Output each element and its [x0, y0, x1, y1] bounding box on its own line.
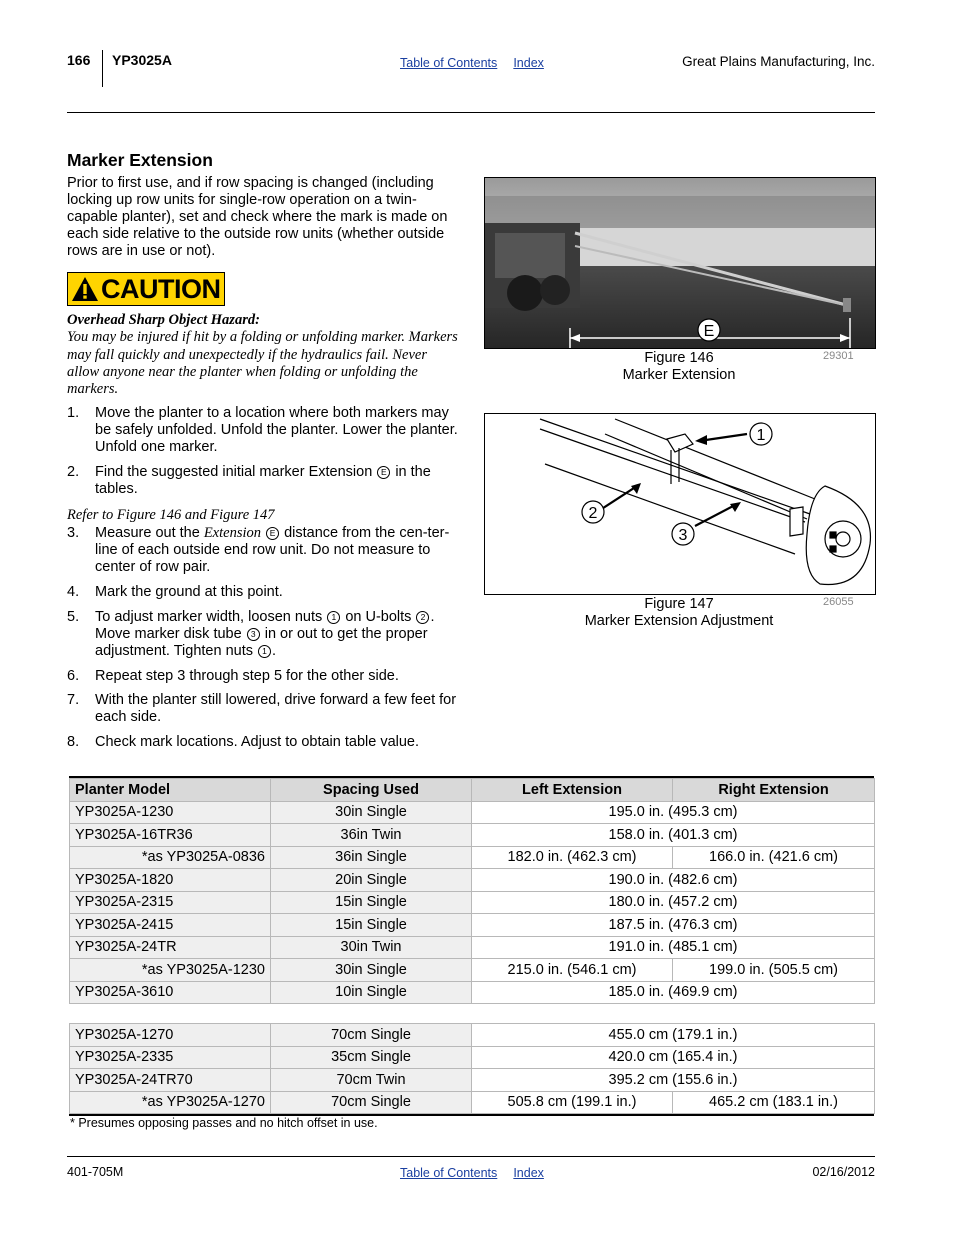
cell-spacing: 15in Single	[271, 891, 472, 914]
col-header-left: Left Extension	[472, 779, 673, 802]
cell-extension: 395.2 cm (155.6 in.)	[472, 1069, 875, 1092]
footer-toc-link[interactable]: Table of Contents	[400, 1166, 498, 1180]
table-row	[70, 981, 875, 1004]
col-header-spacing: Spacing Used	[271, 779, 472, 802]
cell-spacing: 30in Single	[271, 959, 472, 982]
footer-index-link[interactable]: Index	[513, 1166, 544, 1180]
cell-left-extension: 182.0 in. (462.3 cm)	[472, 846, 673, 869]
cell-extension: 185.0 in. (469.9 cm)	[472, 981, 875, 1004]
cell-model: YP3025A-1270	[70, 1024, 271, 1047]
caution-word: CAUTION	[101, 273, 221, 304]
callout-e: E	[703, 323, 715, 340]
table-row	[70, 801, 875, 824]
cell-spacing: 35cm Single	[271, 1046, 472, 1069]
callout-3-icon: 3	[247, 628, 260, 641]
footer-date: 02/16/2012	[812, 1165, 875, 1179]
header-index-link[interactable]: Index	[513, 56, 544, 70]
cell-spacing: 10in Single	[271, 981, 472, 1004]
figure-146-id: 29301	[823, 350, 854, 362]
cell-extension: 180.0 in. (457.2 cm)	[472, 891, 875, 914]
cell-spacing: 70cm Twin	[271, 1069, 472, 1092]
hazard-warning	[67, 312, 462, 398]
cell-extension: 158.0 in. (401.3 cm)	[472, 824, 875, 847]
callout-1: 1	[756, 427, 766, 444]
marker-adjustment-drawing	[485, 414, 875, 594]
refer-note: Refer to Figure 146 and Figure 147	[67, 507, 275, 523]
table-row	[70, 1024, 875, 1047]
cell-model: YP3025A-1230	[70, 801, 271, 824]
cell-extension: 191.0 in. (485.1 cm)	[472, 936, 875, 959]
cell-spacing: 36in Twin	[271, 824, 472, 847]
table-row	[70, 1046, 875, 1069]
page-number: 166	[67, 52, 91, 68]
steps-list-b	[67, 525, 462, 751]
cell-spacing: 70cm Single	[271, 1091, 472, 1114]
figure-146-photo	[484, 177, 876, 349]
header-company: Great Plains Manufacturing, Inc.	[682, 54, 875, 69]
cell-model: YP3025A-1820	[70, 869, 271, 892]
callout-3: 3	[678, 527, 688, 544]
cell-spacing: 15in Single	[271, 914, 472, 937]
hazard-title: Overhead Sharp Object Hazard:	[67, 312, 260, 328]
col-header-right: Right Extension	[673, 779, 875, 802]
cell-extension: 195.0 in. (495.3 cm)	[472, 801, 875, 824]
table-row	[70, 869, 875, 892]
callout-1-icon: 1	[258, 645, 271, 658]
table-footnote: * Presumes opposing passes and no hitch offset in use.	[70, 1116, 378, 1130]
list-item: 3. Measure out the Extension E distance from the cen-ter-line of each outside end row unit. Do not measure to center of row pair.	[67, 525, 450, 575]
cell-left-extension: 505.8 cm (199.1 in.)	[472, 1091, 673, 1114]
cell-spacing: 36in Single	[271, 846, 472, 869]
list-item: 8. Check mark locations. Adjust to obtain table value.	[67, 734, 420, 750]
callout-2-icon: 2	[416, 611, 429, 624]
list-item: 2. Find the suggested initial marker Extension E in the tables.	[67, 464, 431, 497]
section-title: Marker Extension	[67, 150, 213, 170]
callout-e-icon: E	[266, 527, 279, 540]
cell-model: YP3025A-2415	[70, 914, 271, 937]
callout-e-icon: E	[377, 466, 390, 479]
cell-extension: 190.0 in. (482.6 cm)	[472, 869, 875, 892]
table-row	[70, 1069, 875, 1092]
table-row	[70, 891, 875, 914]
cell-spacing: 20in Single	[271, 869, 472, 892]
marker-field-photo	[485, 178, 875, 348]
table-row	[70, 846, 875, 869]
footer-rule	[67, 1156, 875, 1157]
cell-left-extension: 215.0 in. (546.1 cm)	[472, 959, 673, 982]
table-row	[70, 914, 875, 937]
footer-doc-number: 401-705M	[67, 1165, 124, 1179]
cell-model: *as YP3025A-1270	[70, 1091, 271, 1114]
col-header-model: Planter Model	[70, 779, 271, 802]
list-item: 5. To adjust marker width, loosen nuts 1 on U-bolts 2 . Move marker disk tube 3 in or out to get the proper adjustment. Tighten nuts 1 .	[67, 609, 435, 659]
extension-table	[69, 776, 874, 1116]
table-row	[70, 936, 875, 959]
cell-model: *as YP3025A-1230	[70, 959, 271, 982]
intro-paragraph: Prior to first use, and if row spacing is changed (including locking up row units for single-row operation on a twin-capable planter), set and check where the mark is made on each side relative to the outside row units (whether outside rows are in use or not).	[67, 175, 448, 259]
cell-model: YP3025A-16TR36	[70, 824, 271, 847]
cell-model: YP3025A-2315	[70, 891, 271, 914]
figure-147-drawing	[484, 413, 876, 595]
cell-spacing: 30in Single	[271, 801, 472, 824]
header-model: YP3025A	[112, 52, 172, 68]
callout-1-icon: 1	[327, 611, 340, 624]
steps-list-a	[67, 405, 462, 498]
cell-model: YP3025A-3610	[70, 981, 271, 1004]
table-header-row	[70, 779, 875, 802]
cell-right-extension: 465.2 cm (183.1 in.)	[673, 1091, 875, 1114]
table-row	[70, 959, 875, 982]
cell-model: YP3025A-24TR	[70, 936, 271, 959]
cell-right-extension: 199.0 in. (505.5 cm)	[673, 959, 875, 982]
cell-right-extension: 166.0 in. (421.6 cm)	[673, 846, 875, 869]
cell-spacing: 70cm Single	[271, 1024, 472, 1047]
figure-147-caption: Figure 147 Marker Extension Adjustment	[584, 596, 774, 629]
warning-triangle-icon	[71, 275, 99, 303]
header-divider	[102, 50, 103, 87]
header-rule	[67, 112, 875, 113]
table-row	[70, 1091, 875, 1114]
cell-spacing: 30in Twin	[271, 936, 472, 959]
cell-extension: 420.0 cm (165.4 in.)	[472, 1046, 875, 1069]
footer-nav	[400, 1165, 556, 1181]
cell-model: YP3025A-2335	[70, 1046, 271, 1069]
callout-2: 2	[588, 505, 598, 522]
hazard-text: You may be injured if hit by a folding or unfolding marker. Markers may fall quickly and unexpectedly if the hydraulics fail. Never allow anyone near the planter when folding or unfolding the markers.	[67, 329, 458, 398]
list-item: 7. With the planter still lowered, drive forward a few feet for each side.	[67, 692, 457, 725]
figure-146-caption: Figure 146 Marker Extension	[622, 350, 736, 383]
list-item: 4. Mark the ground at this point.	[67, 584, 283, 600]
cell-extension: 455.0 cm (179.1 in.)	[472, 1024, 875, 1047]
header-toc-link[interactable]: Table of Contents	[400, 56, 498, 70]
table-row	[70, 824, 875, 847]
cell-extension: 187.5 in. (476.3 cm)	[472, 914, 875, 937]
list-item: 1. Move the planter to a location where both markers may be safely unfolded. Unfold the planter. Lower the planter. Unfold one marker.	[67, 405, 458, 455]
cell-model: *as YP3025A-0836	[70, 846, 271, 869]
figure-147-id: 26055	[823, 596, 854, 608]
cell-model: YP3025A-24TR70	[70, 1069, 271, 1092]
header-nav	[400, 55, 556, 71]
caution-label	[67, 272, 225, 306]
list-item: 6. Repeat step 3 through step 5 for the other side.	[67, 668, 399, 684]
